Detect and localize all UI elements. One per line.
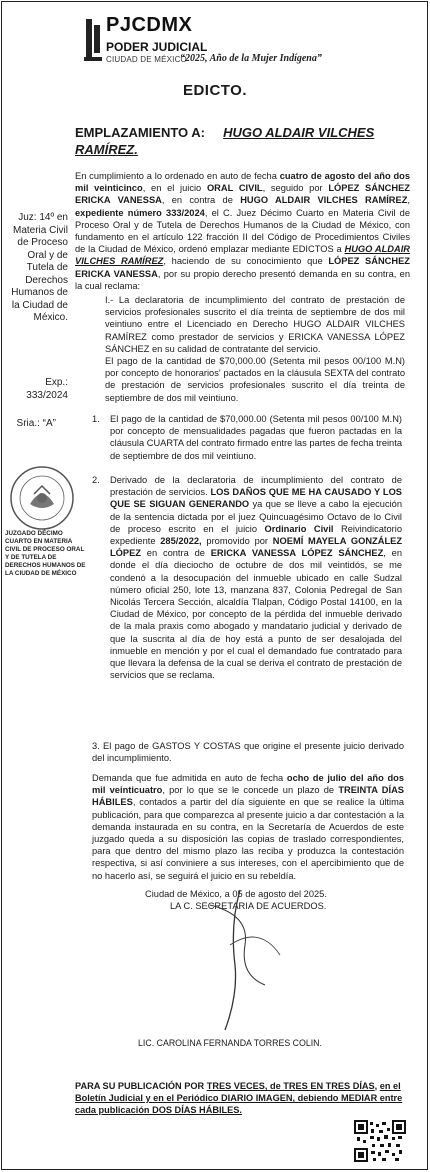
publication-text: PARA SU PUBLICACIÓN POR (75, 1081, 207, 1091)
claim-2-number: 2. (92, 475, 100, 485)
claim-2-text (110, 474, 402, 681)
admitted-plazo: TREINTA DÍAS HÁBILES (92, 785, 404, 808)
emplazamiento-label: EMPLAZAMIENTO A: (75, 125, 205, 140)
year-motto: “2025, Año de la Mujer Indígena” (180, 53, 322, 64)
intro-actora-2: LÓPEZ SÁNCHEZ ERICKA VANESSA (75, 256, 410, 279)
intro-paragraph (75, 170, 410, 292)
admitted-date: ocho de julio del año dos mil veinticuatro (92, 773, 404, 796)
ciudad-label: CIUDAD DE MÉXICO (106, 55, 187, 64)
pjcdmx-logo-icon (84, 17, 104, 63)
claim-2-part: ya que se lleve a cabo la ejecución de la sentencia dictada por el juez Quincuagésimo Octavo de lo Civil de proceso escrito en el juicio (110, 499, 403, 534)
emplazamiento-heading (75, 124, 405, 158)
intro-demandado-2: HUGO ALDAIR VILCHES RAMÍREZ (75, 244, 410, 267)
claim-2-demandada: ERICKA VANESSA LÓPEZ SÁNCHEZ (210, 548, 384, 559)
intro-expediente: expediente número 333/2024 (75, 207, 205, 218)
place-date: Ciudad de México, a 05 de agosto del 2025. (145, 889, 327, 899)
intro-demandado: HUGO ALDAIR VILCHES RAMÍREZ (240, 195, 408, 206)
claim-2-expediente: 285/2022, (160, 536, 202, 547)
intro-text: , (407, 195, 410, 206)
intro-text: En cumplimiento a lo ordenado en auto de fecha (75, 171, 280, 181)
admitted-text: , contados a partir del día siguiente en que se realice la última publicación, para que comparezca al presente juicio a dar contestación a la demanda instaurada en su contra, en la Secretaría de Acuerdos de este juzgado queda a su disposición las copias de traslado correspondientes, para que dentro del mismo plazo las reciba y produzca la contestación respectiva, si así conviniere a sus intereses, con el apercibimiento que de no hacerlo así, se seguirá el juicio en su rebeldía. (92, 797, 404, 881)
claim-1-number: 1. (92, 414, 100, 424)
publication-media: en el Boletín Judicial y en el Periódico DIARIO IMAGEN, debiendo MEDIAR entre cada publicación DOS DÍAS HÁBILES. (75, 1081, 403, 1115)
court-seal-text: JUZGADO DÉCIMO CUARTO EN MATERIA CIVIL DE PROCESO ORAL Y DE TUTELA DE DERECHOS HUMANOS DE LA CIUDAD DE MÉXICO (5, 530, 86, 577)
claim-2-promovente: NOEMÍ MAYELA GONZÁLEZ LÓPEZ (110, 536, 402, 559)
intro-text: , seguido por (262, 183, 329, 194)
claim-2-ordinario: Ordinario Civil (264, 523, 334, 534)
intro-text: , en el juicio (142, 183, 207, 194)
signature-icon (170, 885, 310, 1035)
intro-actora: LÓPEZ SÁNCHEZ ERICKA VANESSA (75, 183, 410, 206)
claim-2-part: , en donde el día dieciocho de octubre de dos mil veintidós, se me condenó a la desocupación del inmueble ubicado en calle Sudzal número oficial 250, lote 13, manzana 837, Colonia Pedregal de San Nicolás Tercera Sección, alcaldía Tlalpan, Código Postal 14100, en la Ciudad de México, por concepto de la pérdida del inmueble derivado de la mala praxis como abogado y mandatario judicial y derivado de que la suscrita al día de hoy está a punto de ser desalojada del inmueble en mención y por el cual el demandado fue contratado para que llevara la defensa de la cual se deriva el contrato de prestación de servicios que se reclama. (110, 548, 403, 681)
admitted-text: Demanda que fue admitida en auto de fecha (92, 773, 287, 783)
publication-note (75, 1080, 420, 1116)
publication-text: , (374, 1081, 380, 1091)
claim-i-b: El pago de la cantidad de $70,000.00 (Setenta mil pesos 00/100 M.N) por concepto de honorarios' pactados en la cláusula SEXTA del contrato de prestación de servicios profesionales suscrito el día treinta de septiembre de dos mil veintiuno. (105, 356, 405, 403)
claim-2-danos: LOS DAÑOS QUE ME HA CAUSADO Y LOS QUE SE SIGUAN GENERANDO (110, 487, 402, 510)
admitted-paragraph (92, 772, 404, 882)
intro-text: , por su propio derecho presentó demanda en su contra, en la cual reclama: (75, 268, 410, 291)
secretaria-title: LA C. SECRETARIA DE ACUERDOS. (170, 901, 327, 911)
intro-juicio: ORAL CIVIL (206, 183, 263, 194)
intro-text: , en contra de (161, 195, 241, 206)
org-name: PJCDMX (106, 14, 193, 36)
poder-judicial-label: PODER JUDICIAL (106, 40, 208, 54)
claim-2-part: promovido por (201, 536, 273, 547)
qr-code-icon (354, 1120, 406, 1162)
intro-text: , el C. Juez Décimo Cuarto en Materia Civil de Proceso Oral y de Tutela de Derechos Humanos de la Ciudad de México, con fundamento en el artículo 122 fracción II del Código de Procedimientos Civiles de la Ciudad de México, ordenó emplazar mediante EDICTOS a (75, 207, 410, 255)
signer-name: LIC. CAROLINA FERNANDA TORRES COLIN. (138, 1038, 322, 1048)
admitted-text: , por lo que se le concede un plazo de (162, 785, 339, 796)
intro-text: , haciendo de su conocimiento que (163, 256, 329, 267)
court-seal-icon (8, 464, 76, 532)
sidebar-secretaria: Sria.: “A” (16, 418, 56, 429)
claim-2-part: Reivindicatorio expediente (110, 523, 403, 547)
publication-frequency: TRES VECES, de TRES EN TRES DÍAS (206, 1081, 375, 1091)
claim-1-text: El pago de la cantidad de $70,000.00 (Setenta mil pesos 00/100 M.N) por concepto de mensualidades pagadas que fueron pactadas en la cláusula CUARTA del contrato firmado entre las partes de fecha treinta de septiembre de dos mil veintiuno. (110, 414, 402, 461)
claim-3: 3. El pago de GASTOS Y COSTAS que origine el presente juicio derivado del incumplimiento. (92, 741, 404, 764)
claim-i: I.- La declaratoria de incumplimiento del contrato de prestación de servicios profesionales suscrito el día treinta de septiembre de dos mil veintiuno entre el Licenciado en Derecho HUGO ALDAIR VILCHES RAMÍREZ como prestador de servicios y ERICKA VANESSA LÓPEZ SÁNCHEZ en su calidad de contratante del servicio. (105, 295, 405, 354)
sidebar-juzgado: Juz: 14º en Materia Civil de Proceso Oral y de Tutela de Derechos Humanos de la Ciudad de México. (11, 212, 68, 323)
claim-2-part: en contra de (141, 548, 211, 559)
claim-2-part: Derivado de la declaratoria de incumplimiento del contrato de prestación de servicios. (110, 475, 402, 498)
document-title: EDICTO. (182, 82, 248, 99)
intro-date: cuatro de agosto del año dos mil veinticinco (75, 171, 411, 194)
emplazado-name: HUGO ALDAIR VILCHES RAMÍREZ. (75, 125, 375, 157)
sidebar-expediente: Exp.: 333/2024 (26, 377, 68, 401)
